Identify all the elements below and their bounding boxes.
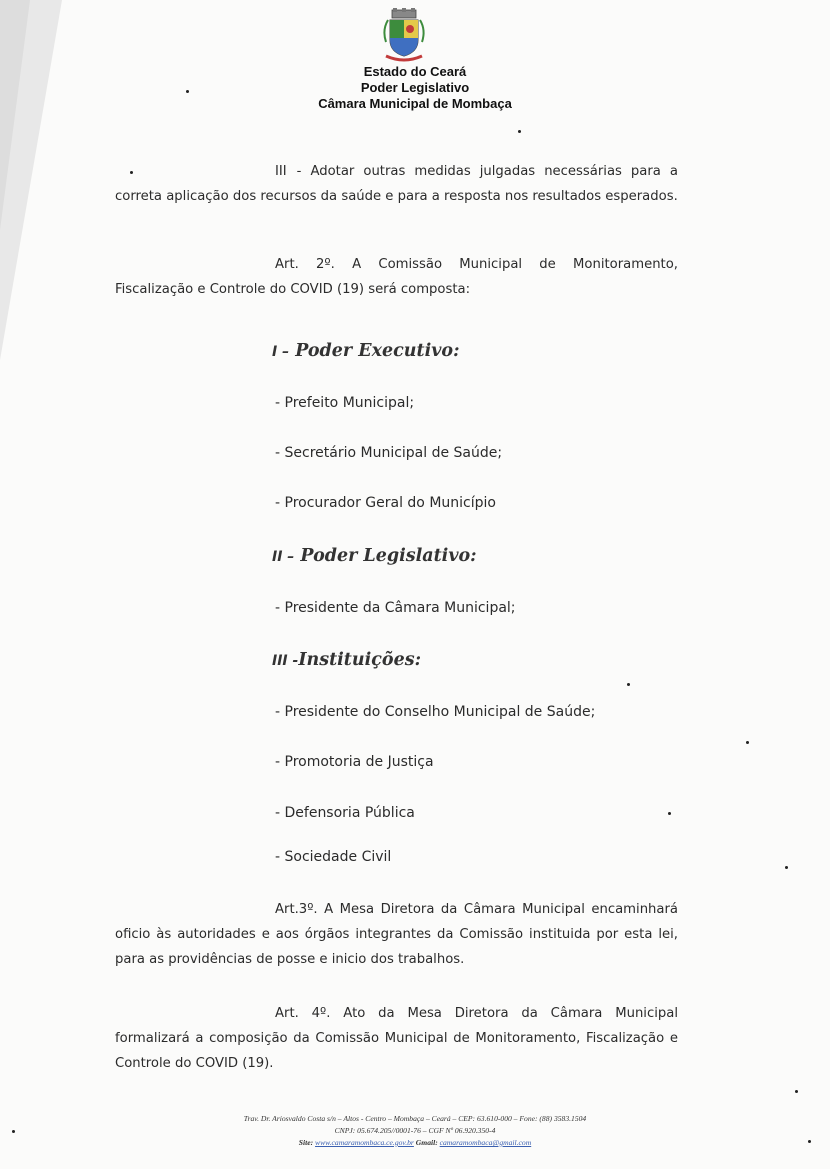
- scan-speck: [795, 1090, 798, 1093]
- section-heading-executive: [272, 341, 460, 361]
- section-heading-legislative: [272, 546, 477, 566]
- list-item: - Secretário Municipal de Saúde;: [275, 445, 503, 461]
- state-name: Estado do Ceará: [363, 64, 467, 79]
- branch-name: Poder Legislativo: [360, 80, 470, 95]
- section-title: Instituições:: [298, 650, 422, 670]
- footer-contacts: [0, 1137, 830, 1149]
- paragraph-iii-marker: III: [275, 164, 287, 179]
- list-item: - Promotoria de Justiça: [275, 754, 434, 770]
- article-3-text: A Mesa Diretora da Câmara Municipal encaminhará oficio às autoridades e aos órgãos integrantes da Comissão instituida por esta lei, para as providências de posse e inicio dos trabalhos.: [115, 902, 678, 967]
- article-4: [115, 1001, 678, 1076]
- article-2: [115, 252, 678, 302]
- list-item: - Procurador Geral do Município: [275, 495, 496, 511]
- list-item: - Presidente do Conselho Municipal de Saúde;: [275, 704, 596, 720]
- section-title: Poder Legislativo:: [300, 546, 477, 566]
- section-roman: II –: [272, 549, 295, 565]
- scan-speck: [12, 1130, 15, 1133]
- scan-speck: [186, 90, 189, 93]
- section-heading-institutions: [272, 650, 421, 670]
- article-4-text: Ato da Mesa Diretora da Câmara Municipal formalizará a composição da Comissão Municipal de Monitoramento, Fiscalização e Controle do COVID (19).: [115, 1006, 679, 1071]
- scan-speck: [130, 171, 133, 174]
- section-roman: I –: [272, 344, 290, 360]
- scan-speck: [627, 683, 630, 686]
- list-item: - Defensoria Pública: [275, 805, 415, 821]
- email-link[interactable]: camaramombaca@gmail.com: [439, 1138, 532, 1147]
- letterhead-footer: [0, 1113, 830, 1149]
- paragraph-iii-text: - Adotar outras medidas julgadas necessárias para a correta aplicação dos recursos da saúde e para a resposta nos resultados esperados.: [115, 164, 678, 204]
- letterhead: [0, 64, 830, 112]
- section-title: Poder Executivo:: [295, 341, 460, 361]
- paper-fold-shadow-inner: [0, 0, 30, 230]
- paragraph-iii: [115, 159, 678, 209]
- email-label: Gmail:: [415, 1138, 438, 1147]
- scan-speck: [808, 1140, 811, 1143]
- scan-speck: [518, 130, 521, 133]
- list-item: - Presidente da Câmara Municipal;: [275, 600, 516, 616]
- article-3: [115, 897, 678, 972]
- scan-speck: [785, 866, 788, 869]
- footer-ids: CNPJ: 05.674.205//0001-76 – CGF Nº 06.920.350-4: [334, 1126, 496, 1135]
- section-roman: III -: [272, 653, 299, 669]
- site-link[interactable]: www.camaramombaca.ce.gov.br: [315, 1138, 414, 1147]
- article-2-label: Art. 2º.: [275, 257, 335, 272]
- scan-speck: [746, 741, 749, 744]
- article-3-label: Art.3º.: [275, 902, 318, 917]
- article-4-label: Art. 4º.: [275, 1006, 331, 1021]
- list-item: - Sociedade Civil: [275, 849, 392, 865]
- site-label: Site:: [298, 1138, 314, 1147]
- footer-address: Trav. Dr. Ariosvaldo Costa s/n – Altos - Centro – Mombaça – Ceará – CEP: 63.610-000 – Fone: (88) 3583.1504: [243, 1114, 587, 1123]
- scan-speck: [668, 812, 671, 815]
- list-item: - Prefeito Municipal;: [275, 395, 415, 411]
- chamber-name: Câmara Municipal de Mombaça: [318, 96, 512, 111]
- article-2-text: A Comissão Municipal de Monitoramento, Fiscalização e Controle do COVID (19) será composta:: [115, 257, 678, 297]
- municipal-coat-of-arms-icon: [380, 8, 428, 64]
